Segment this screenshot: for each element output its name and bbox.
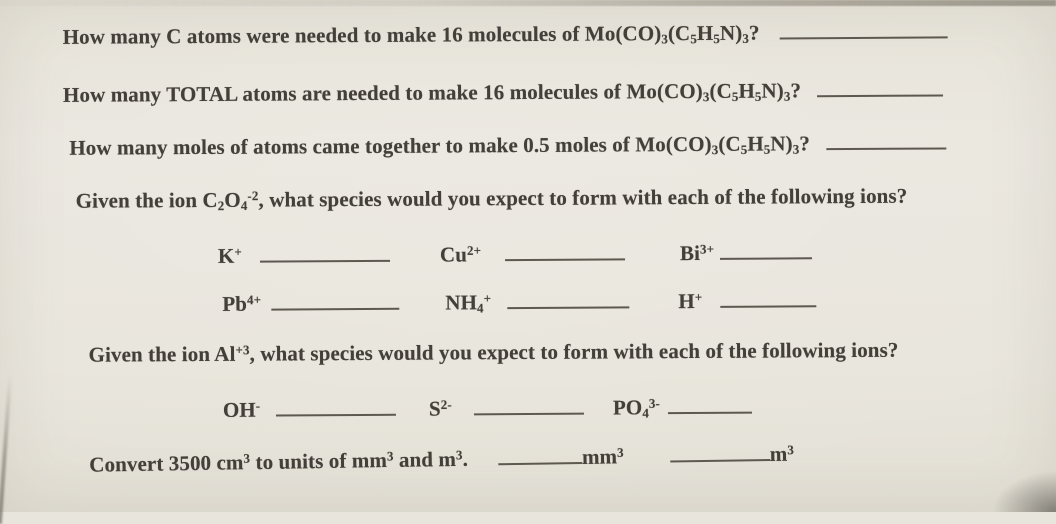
ion-blank-pb (271, 292, 399, 311)
convert-question (89, 442, 794, 478)
ion-row-3 (1, 393, 1056, 422)
ion-item-pb (222, 291, 399, 317)
question-2-answer-blank (817, 78, 943, 97)
convert-unit-mm3: $mm^3$ (581, 444, 624, 469)
ion-blank-bi (720, 241, 812, 260)
question-1-answer-blank (779, 20, 947, 39)
ion-label-bi: $Bi^{3+}$ (679, 240, 715, 266)
paper-top-edge (0, 0, 1056, 6)
ion-item-nh4 (445, 289, 629, 316)
ion-label-cu: $Cu^{2+}$ (439, 242, 482, 267)
question-1-text: How many C atoms were needed to make 16 molecules of $Mo(CO)_3(C_5H_5N)_3$? (62, 20, 760, 49)
question-5 (89, 338, 899, 368)
question-2-text: How many TOTAL atoms are needed to make 16 molecules of $Mo(CO)_3(C_5H_5N)_3$? (62, 78, 802, 107)
ion-item-h (678, 288, 816, 314)
ion-label-h: H+ (678, 288, 703, 314)
ion-item-cu (440, 241, 625, 267)
ion-row-2 (0, 287, 1056, 316)
ion-label-s: $S^{2-}$ (428, 396, 452, 421)
ion-item-k (218, 243, 390, 269)
ion-item-bi (680, 240, 812, 266)
ion-label-k: K+ (217, 243, 242, 268)
ion-blank-po4 (668, 396, 752, 415)
question-3 (69, 130, 946, 162)
ion-blank-k (260, 244, 390, 263)
question-4-text: Given the ion $C_2O_4^{-2}$, what species would you expect to form with each of the following ions? (75, 183, 908, 214)
ion-blank-s (474, 397, 584, 416)
ion-blank-nh4 (507, 290, 629, 309)
ion-item-oh (223, 397, 396, 423)
convert-question-text: Convert 3500 $cm^3$ to units of $mm^3$ and $m^3$. (89, 446, 469, 477)
question-3-answer-blank (826, 131, 946, 150)
ion-blank-h (720, 289, 816, 308)
ion-label-nh4: $NH_4^+$ (445, 290, 492, 316)
ion-item-po4 (613, 395, 752, 422)
convert-unit-m3: $m^3$ (769, 441, 795, 466)
ion-label-oh: OH- (222, 397, 261, 422)
question-1 (63, 19, 948, 51)
question-4 (76, 184, 908, 215)
question-5-text: Given the ion $Al^{+3}$, what species would you expect to form with each of the following ions? (88, 337, 899, 367)
convert-blank-mm3 (498, 446, 582, 465)
ion-blank-oh (276, 398, 396, 417)
question-3-text: How many moles of atoms came together to make 0.5 moles of $Mo(CO)_3(C_5H_5N)_3$? (69, 131, 810, 160)
ion-item-s (429, 396, 584, 422)
paper-corner-shadow (986, 470, 1056, 512)
ion-blank-cu (505, 242, 625, 261)
question-2 (63, 77, 943, 109)
ion-row-1 (0, 239, 1056, 268)
convert-blank-m3 (670, 443, 770, 463)
ion-label-po4: $PO_4^{3-}$ (612, 395, 660, 421)
ion-label-pb: $Pb^{4+}$ (222, 291, 262, 316)
